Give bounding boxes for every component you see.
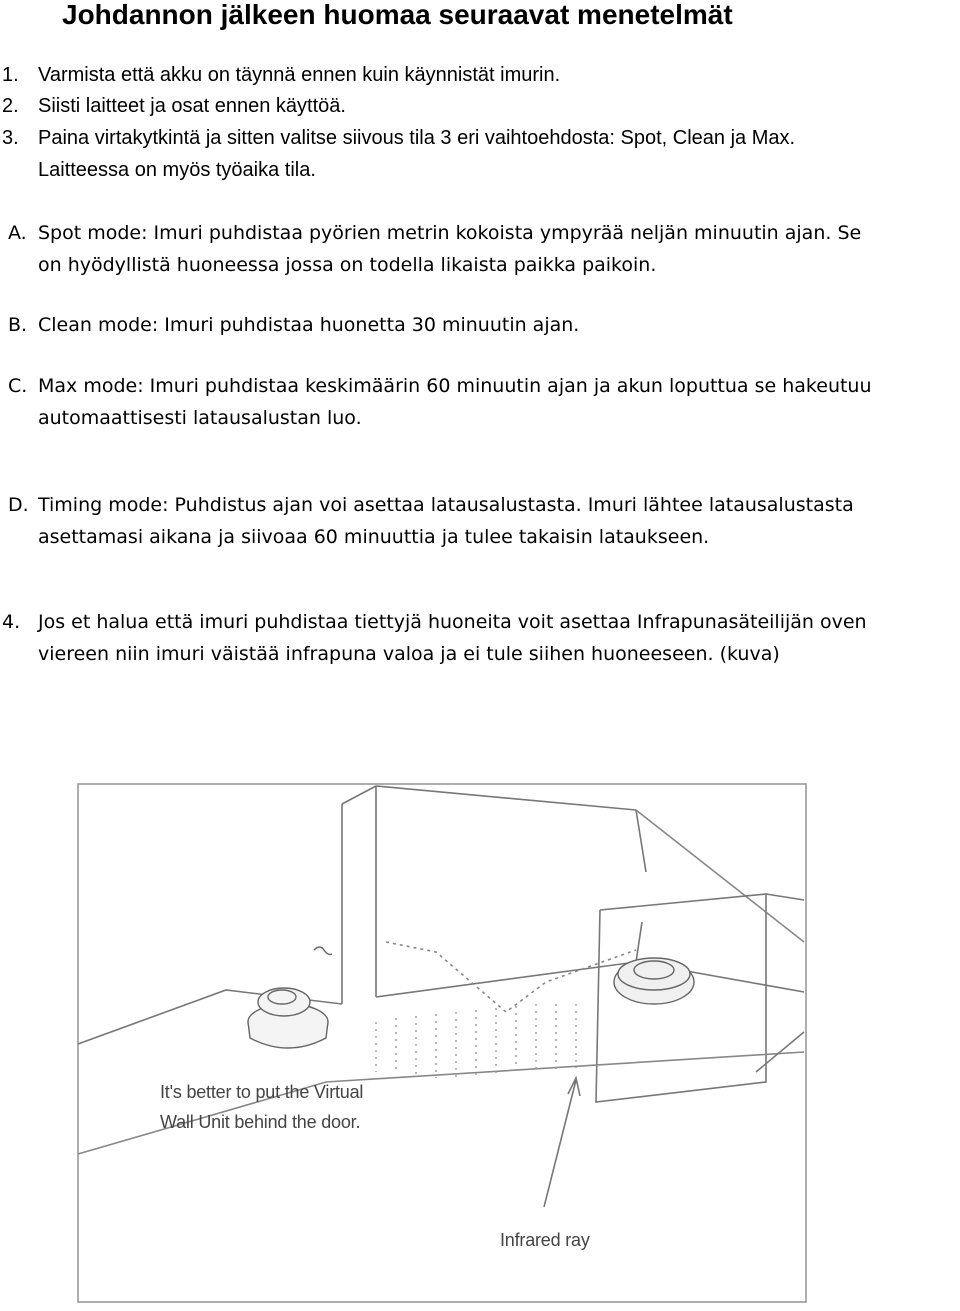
mode-label: D. [8, 494, 29, 516]
figure-caption: Wall Unit behind the door. [160, 1112, 361, 1132]
mode-text: automaattisesti latausalustan luo. [38, 407, 362, 429]
step-text: Paina virtakytkintä ja sitten valitse siivous tila 3 eri vaihtoehdosta: Spot, Clean ja Max. [38, 127, 796, 149]
step-number: 2. [2, 95, 19, 117]
mode-text: Timing mode: Puhdistus ajan voi asettaa latausalustasta. Imuri lähtee latausalustasta [38, 494, 854, 516]
step-text: Varmista että akku on täynnä ennen kuin käynnistät imurin. [38, 64, 561, 86]
step-number: 3. [2, 127, 19, 149]
step-text: viereen niin imuri väistää infrapuna valoa ja ei tule siihen huoneeseen. (kuva) [38, 643, 780, 665]
mode-text: asettamasi aikana ja siivoaa 60 minuuttia ja tulee takaisin lataukseen. [38, 526, 710, 548]
mode-text: Max mode: Imuri puhdistaa keskimäärin 60 minuutin ajan ja akun loputtua se hakeutuu [38, 375, 872, 397]
step-number: 1. [2, 64, 19, 86]
page-title: Johdannon jälkeen huomaa seuraavat menetelmät [62, 0, 733, 30]
mode-text: on hyödyllistä huoneessa jossa on todella likaista paikka paikoin. [38, 254, 657, 276]
mode-label: C. [8, 375, 28, 397]
infrared-ray-label: Infrared ray [500, 1230, 590, 1250]
mode-text: Spot mode: Imuri puhdistaa pyörien metrin kokoista ympyrää neljän minuutin ajan. Se [38, 222, 862, 244]
step-number: 4. [2, 611, 21, 633]
figure-caption: It's better to put the Virtual [160, 1082, 364, 1102]
step-text: Siisti laitteet ja osat ennen käyttöä. [38, 95, 346, 117]
mode-label: A. [8, 222, 27, 244]
mode-label: B. [8, 314, 28, 336]
step-text-continued: Laitteessa on myös työaika tila. [38, 159, 316, 181]
room-line-drawing [76, 782, 810, 1306]
mode-text: Clean mode: Imuri puhdistaa huonetta 30 minuutin ajan. [38, 314, 580, 336]
virtual-wall-illustration [76, 782, 810, 1306]
step-text: Jos et halua että imuri puhdistaa tiettyjä huoneita voit asettaa Infrapunasäteilijän oven [38, 611, 867, 633]
